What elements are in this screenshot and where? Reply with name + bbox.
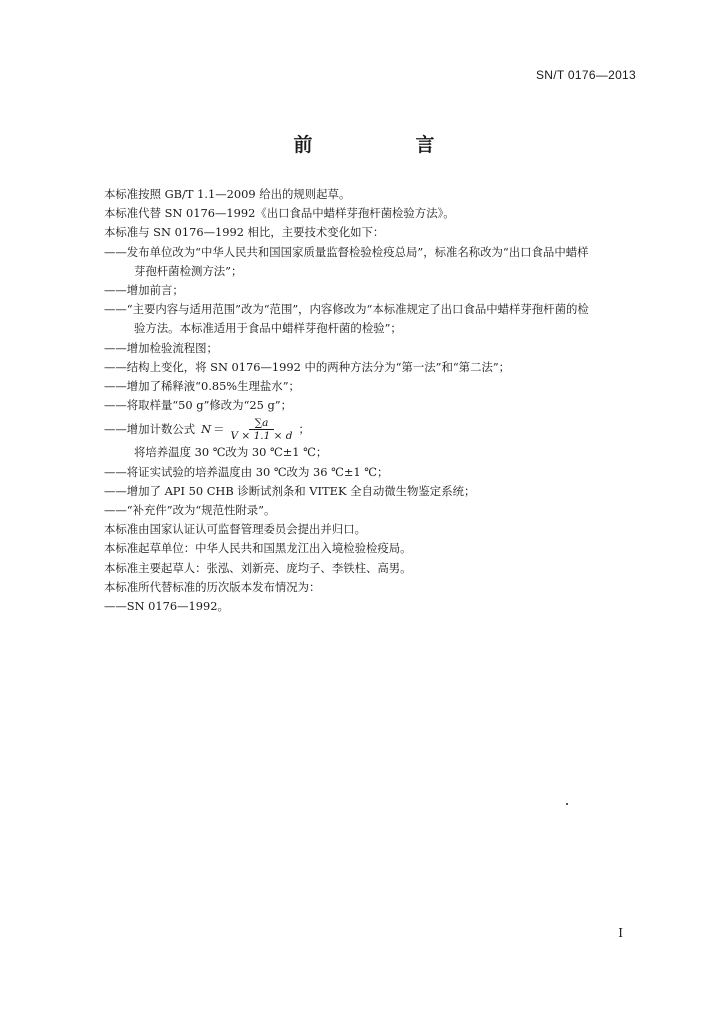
page-number: I	[618, 926, 623, 940]
formula-prefix: ——增加计数公式	[104, 421, 196, 436]
text-line: ——“补充件”改为“规范性附录”。	[104, 503, 276, 518]
page-title: 前 言	[293, 134, 477, 156]
text-line: ——将证实试验的培养温度由 30 ℃改为 36 ℃±1 ℃；	[104, 464, 389, 479]
text-line: 本标准由国家认证认可监督管理委员会提出并归口。	[104, 522, 366, 537]
text-line: ——增加了稀释液“0.85%生理盐水”；	[104, 379, 300, 394]
text-line: 本标准起草单位：中华人民共和国黑龙江出入境检验检疫局。	[104, 541, 412, 556]
text-line: ——将取样量“50 g”修改为“25 g”；	[104, 398, 293, 413]
text-line: ——SN 0176—1992。	[104, 599, 229, 614]
text-line: 本标准按照 GB/T 1.1—2009 给出的规则起草。	[104, 187, 351, 201]
formula-line	[104, 415, 644, 443]
text-line: 将培养温度 30 ℃改为 30 ℃±1 ℃；	[134, 445, 328, 460]
formula-lhs: N	[201, 421, 212, 436]
formula-numerator: ∑a	[249, 417, 275, 430]
scan-speck	[566, 803, 568, 805]
foreword-lines-part1	[104, 185, 644, 415]
text-line: 本标准代替 SN 0176—1992《出口食品中蜡样芽孢杆菌检验方法》。	[104, 206, 455, 221]
text-line: 本标准所代替标准的历次版本发布情况为：	[104, 579, 321, 594]
text-line: ——增加前言；	[104, 283, 184, 298]
text-line: 本标准主要起草人：张泓、刘新亮、庞均子、李铁柱、高男。	[104, 560, 412, 575]
text-line: ——增加检验流程图；	[104, 340, 218, 355]
text-line: ——结构上变化，将 SN 0176—1992 中的两种方法分为“第一法”和“第二法”；	[104, 359, 511, 374]
text-line: 本标准与 SN 0176—1992 相比，主要技术变化如下：	[104, 225, 385, 240]
foreword-body	[104, 185, 644, 616]
text-line: ——增加了 API 50 CHB 诊断试剂条和 VITEK 全自动微生物鉴定系统；	[104, 483, 476, 498]
formula-denominator: V × 1.1 × d	[230, 429, 293, 442]
formula-equals: ＝	[213, 421, 225, 436]
text-line: 芽孢杆菌检测方法”；	[134, 263, 243, 278]
standard-number: SN/T 0176—2013	[535, 68, 636, 82]
foreword-lines-part2	[104, 443, 644, 616]
formula-fraction	[229, 417, 295, 442]
text-line: ——“主要内容与适用范围”改为“范围”，内容修改为“本标准规定了出口食品中蜡样芽孢杆菌的检	[104, 302, 589, 317]
text-line: 验方法。本标准适用于食品中蜡样芽孢杆菌的检验”；	[134, 321, 402, 336]
text-line: ——发布单位改为“中华人民共和国国家质量监督检验检疫总局”，标准名称改为“出口食品中蜡样	[104, 244, 589, 259]
formula-suffix: ；	[298, 421, 310, 436]
